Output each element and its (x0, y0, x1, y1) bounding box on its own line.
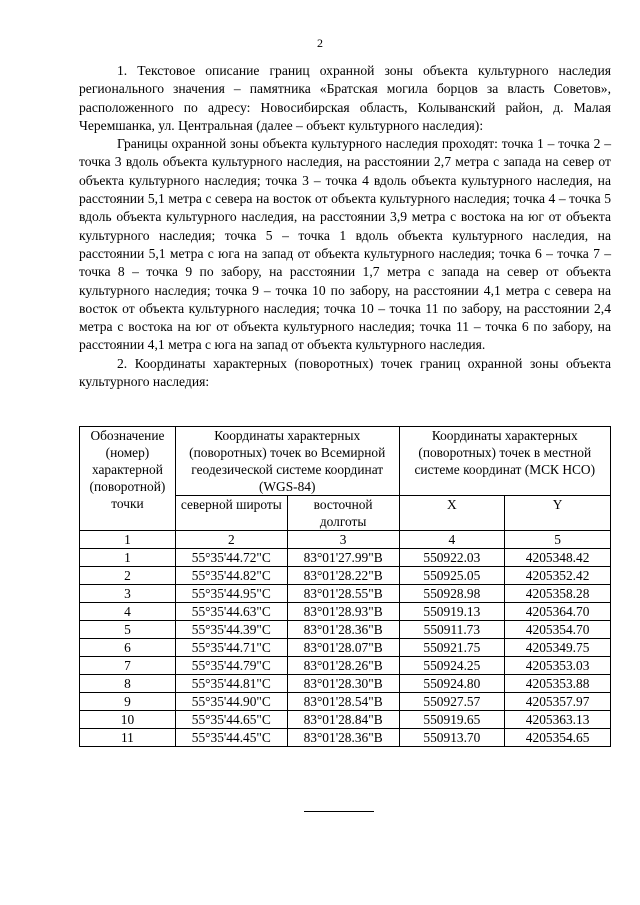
cell-point-number: 8 (80, 675, 176, 693)
header-y: Y (505, 496, 611, 531)
cell-x: 550911.73 (399, 621, 505, 639)
document-body (79, 62, 611, 391)
paragraph-coordinates-heading: 2. Координаты характерных (поворотных) точек границ охранной зоны объекта культурного наследия: (79, 355, 611, 390)
page-number: 2 (317, 36, 323, 50)
end-separator-line (304, 811, 374, 812)
header-latitude: северной широты (175, 496, 287, 531)
cell-latitude: 55°35'44.79"С (175, 657, 287, 675)
cell-longitude: 83°01'28.36"В (287, 729, 399, 747)
header-longitude: восточной долготы (287, 496, 399, 531)
cell-x: 550925.05 (399, 567, 505, 585)
cell-y: 4205349.75 (505, 639, 611, 657)
table-row (80, 639, 611, 657)
cell-latitude: 55°35'44.95"С (175, 585, 287, 603)
cell-point-number: 3 (80, 585, 176, 603)
cell-y: 4205348.42 (505, 549, 611, 567)
cell-point-number: 7 (80, 657, 176, 675)
cell-x: 550928.98 (399, 585, 505, 603)
cell-y: 4205363.13 (505, 711, 611, 729)
table-row (80, 621, 611, 639)
table-row (80, 567, 611, 585)
cell-x: 550921.75 (399, 639, 505, 657)
table-row (80, 585, 611, 603)
header-wgs84: Координаты характерных (поворотных) точек во Всемирной геодезической системе координат (WGS-84) (175, 427, 399, 496)
cell-y: 4205358.28 (505, 585, 611, 603)
cell-y: 4205354.65 (505, 729, 611, 747)
table-row (80, 693, 611, 711)
cell-y: 4205352.42 (505, 567, 611, 585)
cell-x: 550924.80 (399, 675, 505, 693)
cell-point-number: 9 (80, 693, 176, 711)
column-number: 2 (175, 531, 287, 549)
cell-point-number: 10 (80, 711, 176, 729)
cell-x: 550919.65 (399, 711, 505, 729)
cell-latitude: 55°35'44.82"С (175, 567, 287, 585)
cell-point-number: 5 (80, 621, 176, 639)
cell-latitude: 55°35'44.45"С (175, 729, 287, 747)
cell-y: 4205353.88 (505, 675, 611, 693)
cell-point-number: 4 (80, 603, 176, 621)
cell-point-number: 11 (80, 729, 176, 747)
cell-y: 4205353.03 (505, 657, 611, 675)
cell-x: 550924.25 (399, 657, 505, 675)
cell-point-number: 2 (80, 567, 176, 585)
cell-latitude: 55°35'44.63"С (175, 603, 287, 621)
cell-y: 4205357.97 (505, 693, 611, 711)
cell-y: 4205354.70 (505, 621, 611, 639)
column-number: 5 (505, 531, 611, 549)
cell-latitude: 55°35'44.65"С (175, 711, 287, 729)
table-row (80, 675, 611, 693)
table-row (80, 549, 611, 567)
cell-y: 4205364.70 (505, 603, 611, 621)
table-row (80, 657, 611, 675)
coordinates-table-body (80, 549, 611, 747)
header-point-number: Обозначение (номер) характерной (поворотной) точки (80, 427, 176, 531)
column-number: 3 (287, 531, 399, 549)
cell-x: 550913.70 (399, 729, 505, 747)
cell-point-number: 1 (80, 549, 176, 567)
paragraph-boundary-description: Границы охранной зоны объекта культурного наследия проходят: точка 1 – точка 2 – точка 3 вдоль объекта культурного наследия, на расстоянии 2,7 метра с запада на север от объекта культурного наследия; точка 3 – точка 4 вдоль объекта культурного наследия, на расстоянии 5,1 метра с севера на восток от объекта культурного наследия; точка 4 – точка 5 вдоль объекта культурного наследия, на расстоянии 3,9 метра с востока на юг от объекта культурного наследия; точка 5 – точка 1 вдоль объекта культурного наследия, на расстоянии 5,1 метра с юга на запад от объекта культурного наследия; точка 6 – точка 7 – точка 8 – точка 9 по забору, на расстоянии 1,7 метра с запада на север от объекта культурного наследия; точка 9 – точка 10 по забору, на расстоянии 4,1 метра с севера на восток от объекта культурного наследия; точка 10 – точка 11 по забору, на расстоянии 2,4 метра с востока на юг от объекта культурного наследия; точка 11 – точка 6 по забору, на расстоянии 4,1 метра с юга на запад от объекта культурного наследия. (79, 136, 611, 353)
column-number: 4 (399, 531, 505, 549)
cell-longitude: 83°01'28.30"В (287, 675, 399, 693)
cell-latitude: 55°35'44.81"С (175, 675, 287, 693)
cell-latitude: 55°35'44.71"С (175, 639, 287, 657)
cell-latitude: 55°35'44.39"С (175, 621, 287, 639)
cell-longitude: 83°01'28.26"В (287, 657, 399, 675)
cell-longitude: 83°01'27.99"В (287, 549, 399, 567)
paragraph-boundary-description-heading: 1. Текстовое описание границ охранной зоны объекта культурного наследия регионального значения – памятника «Братская могила борцов за власть Советов», расположенного по адресу: Новосибирская область, Колыванский район, д. Малая Черемшанка, ул. Центральная (далее – объект культурного наследия): (79, 63, 611, 133)
cell-latitude: 55°35'44.72"С (175, 549, 287, 567)
header-local-system: Координаты характерных (поворотных) точек в местной системе координат (МСК НСО) (399, 427, 610, 496)
cell-longitude: 83°01'28.55"В (287, 585, 399, 603)
cell-x: 550919.13 (399, 603, 505, 621)
column-number: 1 (80, 531, 176, 549)
table-row (80, 603, 611, 621)
cell-longitude: 83°01'28.93"В (287, 603, 399, 621)
cell-x: 550922.03 (399, 549, 505, 567)
cell-longitude: 83°01'28.54"В (287, 693, 399, 711)
cell-longitude: 83°01'28.22"В (287, 567, 399, 585)
cell-x: 550927.57 (399, 693, 505, 711)
coordinates-table (79, 426, 611, 747)
cell-longitude: 83°01'28.84"В (287, 711, 399, 729)
cell-longitude: 83°01'28.07"В (287, 639, 399, 657)
cell-longitude: 83°01'28.36"В (287, 621, 399, 639)
cell-point-number: 6 (80, 639, 176, 657)
header-x: X (399, 496, 505, 531)
table-row (80, 711, 611, 729)
table-row (80, 729, 611, 747)
cell-latitude: 55°35'44.90"С (175, 693, 287, 711)
